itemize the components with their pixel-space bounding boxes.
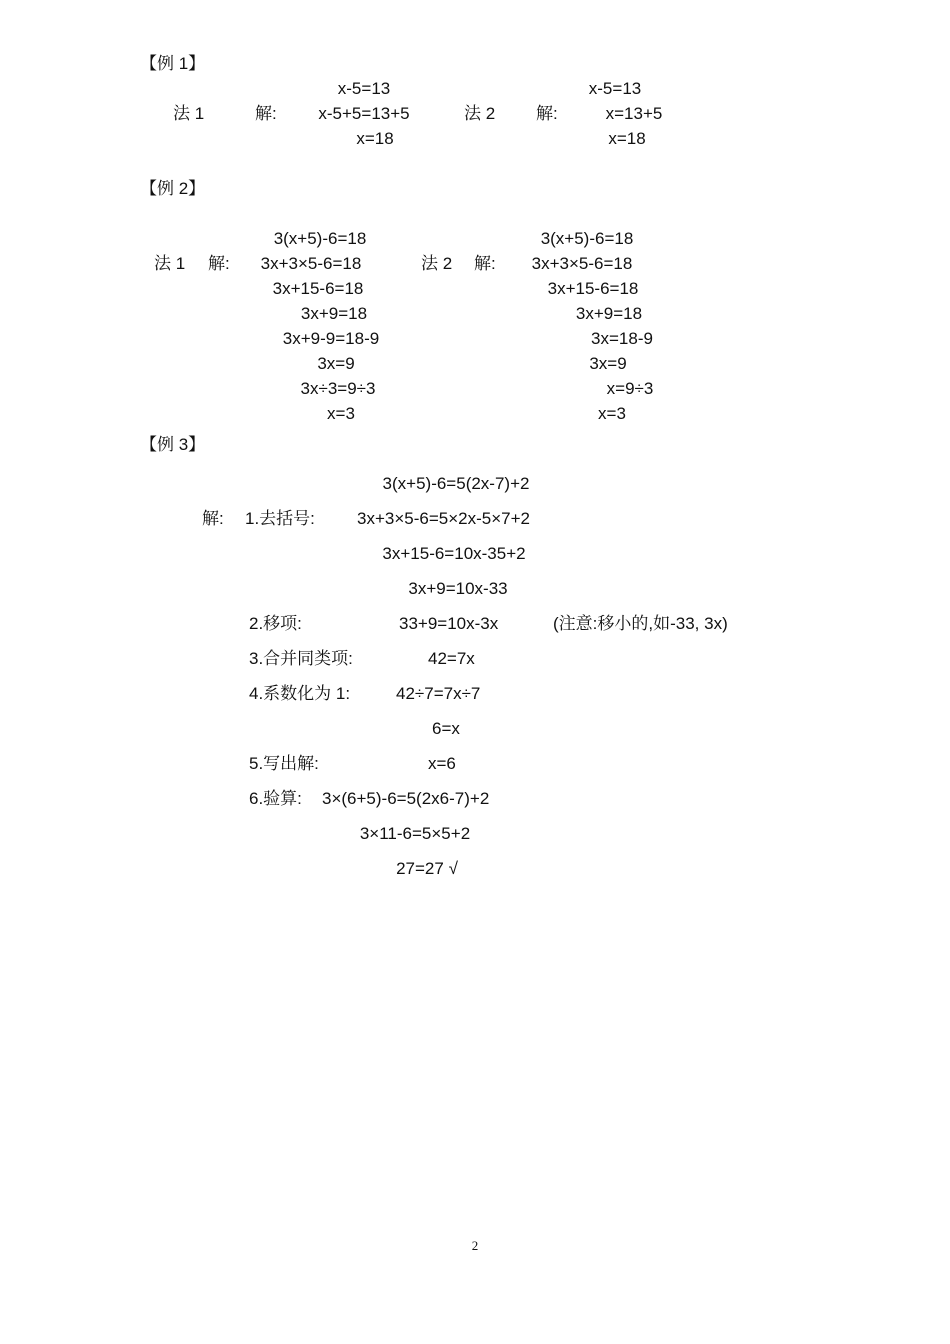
ex2-method-1-label: 法 1 [154,254,186,273]
example-3-heading: 【例 3】 [140,435,206,454]
ex3-equation: 3(x+5)-6=5(2x-7)+2 [382,474,530,493]
ex1-method-2-solution-label: 解: [536,104,558,123]
ex1-method-2-label: 法 2 [464,104,496,123]
page-number: 2 [471,1238,479,1253]
ex1-m1-line-1: x-5=13 [337,79,391,98]
ex2-m2-line-8: x=3 [598,404,626,423]
ex2-m1-line-6: 3x=9 [317,354,355,373]
ex3-step-5-line: x=6 [428,754,456,773]
example-2-heading: 【例 2】 [140,179,206,198]
ex2-m2-line-1: 3(x+5)-6=18 [540,229,634,248]
ex1-m2-line-3: x=18 [608,129,646,148]
ex3-step-4-line-1: 42÷7=7x÷7 [396,684,481,703]
ex1-m2-line-1: x-5=13 [588,79,642,98]
ex2-method-1-solution-label: 解: [208,254,230,273]
ex3-step-6-line-2: 3×11-6=5×5+2 [359,824,471,843]
ex2-m1-line-4: 3x+9=18 [300,304,368,323]
ex2-m2-line-6: 3x=9 [589,354,627,373]
ex1-method-1-label: 法 1 [173,104,205,123]
example-1-heading: 【例 1】 [140,54,206,73]
ex2-m2-line-2: 3x+3×5-6=18 [531,254,633,273]
ex3-step-6-label: 6.验算: [249,789,302,808]
ex3-step-5-label: 5.写出解: [249,754,319,773]
ex3-step-1-line-2: 3x+15-6=10x-35+2 [382,544,526,563]
ex2-m1-line-1: 3(x+5)-6=18 [273,229,367,248]
ex3-step-3-label: 3.合并同类项: [249,649,353,668]
ex3-step-2-line: 33+9=10x-3x [399,614,499,633]
ex2-m2-line-3: 3x+15-6=18 [547,279,639,298]
ex3-step-4-label: 4.系数化为 1: [249,684,351,703]
ex3-step-1-line-3: 3x+9=10x-33 [408,579,508,598]
ex3-solution-label: 解: [202,509,224,528]
ex2-method-2-solution-label: 解: [474,254,496,273]
ex2-m1-line-5: 3x+9-9=18-9 [282,329,380,348]
ex1-method-1-solution-label: 解: [255,104,277,123]
ex3-step-1-line-1: 3x+3×5-6=5×2x-5×7+2 [357,509,530,528]
ex2-m2-line-5: 3x=18-9 [591,329,653,348]
ex2-m1-line-3: 3x+15-6=18 [272,279,364,298]
ex2-m1-line-7: 3x÷3=9÷3 [300,379,376,398]
ex2-method-2-label: 法 2 [421,254,453,273]
ex3-step-4-line-2: 6=x [432,719,460,738]
ex2-m2-line-7: x=9÷3 [606,379,654,398]
ex2-m1-line-2: 3x+3×5-6=18 [260,254,362,273]
ex3-step-2-note: (注意:移小的,如-33, 3x) [553,614,728,633]
ex3-step-3-line: 42=7x [428,649,475,668]
ex1-m1-line-2: x-5+5=13+5 [318,104,410,123]
ex1-m2-line-2: x=13+5 [605,104,663,123]
ex3-step-2-label: 2.移项: [249,614,302,633]
ex2-m1-line-8: x=3 [327,404,355,423]
ex1-m1-line-3: x=18 [356,129,394,148]
ex3-step-1-label: 1.去括号: [245,509,315,528]
ex3-step-6-line-1: 3×(6+5)-6=5(2x6-7)+2 [322,789,490,808]
ex3-step-6-line-3: 27=27 √ [396,859,458,878]
ex2-m2-line-4: 3x+9=18 [575,304,643,323]
